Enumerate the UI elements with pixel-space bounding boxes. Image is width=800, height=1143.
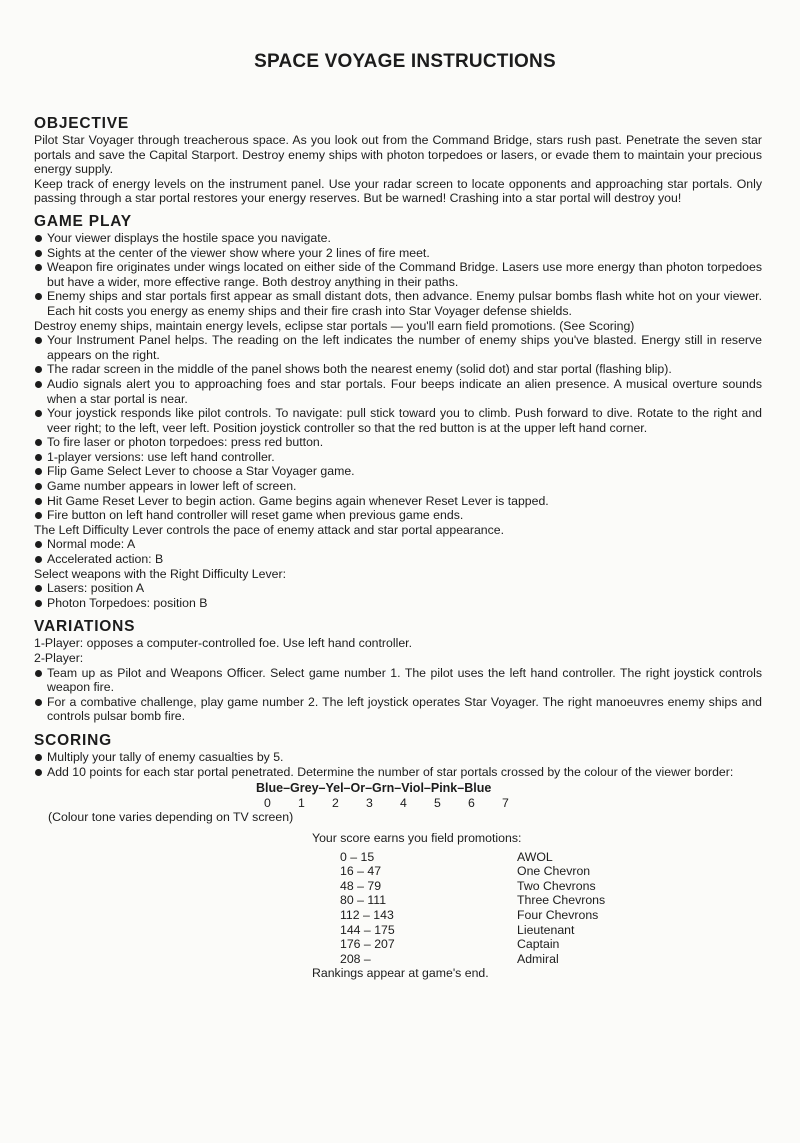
score-range: 176 – 207 (340, 937, 395, 952)
list-item: For a combative challenge, play game number 2. The left joystick operates Star Voyager. The right manoeuvres enemy ships and controls pulsar bomb fire. (34, 695, 762, 724)
rank-name: Four Chevrons (517, 907, 599, 922)
objective-paragraph: Keep track of energy levels on the instrument panel. Use your radar screen to locate opponents and approaching star portals. Only passing through a star portal restores your energy reserves. But be warned! Crashing into a star portal will destroy you! (34, 176, 762, 206)
rank-name: Two Chevrons (517, 878, 596, 893)
list-item: Your viewer displays the hostile space you navigate. (34, 231, 762, 246)
rank-name: Admiral (517, 951, 559, 966)
list-item: The radar screen in the middle of the panel shows both the nearest enemy (solid dot) and star portal (flashing blip). (34, 362, 762, 377)
table-row (312, 937, 762, 952)
list-item: 1-player versions: use left hand controller. (34, 450, 762, 465)
list-item: Weapon fire originates under wings located on either side of the Command Bridge. Lasers use more energy than photon torpedoes but have a wider, more effective range. Both destroy anything in their paths. (34, 260, 762, 289)
document-body (34, 115, 762, 989)
variations-text: 2-Player: (34, 651, 84, 665)
rank-name: Lieutenant (517, 922, 575, 937)
score-range: 208 – (340, 951, 371, 966)
objective-paragraph: Pilot Star Voyager through treacherous space. As you look out from the Command Bridge, stars rush past. Penetrate the seven star portals and save the Capital Starport. Destroy enemy ships with photon torpedoes or lasers, or evade them to maintain your precious energy supply. (34, 133, 762, 177)
rank-name: One Chevron (517, 864, 591, 879)
score-range: 0 – 15 (340, 849, 375, 864)
colour-sequence: Blue–Grey–Yel–Or–Grn–Viol–Pink–Blue (256, 781, 492, 796)
colour-key (256, 781, 762, 810)
gameplay-text: Destroy enemy ships, maintain energy levels, eclipse star portals — you'll earn field promotions. (See Scoring) (34, 318, 635, 333)
list-item: To fire laser or photon torpedoes: press red button. (34, 435, 762, 450)
colour-number: 0 (264, 795, 271, 810)
list-item: Accelerated action: B (34, 552, 762, 567)
variations-section (34, 618, 762, 724)
colour-number: 6 (468, 795, 475, 810)
scoring-heading: SCORING (34, 731, 112, 749)
colour-number: 2 (332, 795, 339, 810)
list-item: Game number appears in lower left of screen. (34, 479, 762, 494)
table-row (312, 952, 762, 967)
table-row (312, 850, 762, 865)
score-range: 112 – 143 (340, 907, 394, 922)
colour-number: 7 (502, 795, 509, 810)
gameplay-list-c (34, 333, 762, 523)
promotions-table (312, 850, 762, 967)
rank-name: AWOL (517, 849, 553, 864)
rank-name: Captain (517, 937, 560, 952)
score-range: 80 – 111 (340, 893, 387, 908)
list-item: Hit Game Reset Lever to begin action. Game begins again whenever Reset Lever is tapped. (34, 494, 762, 509)
scoring-list (34, 750, 762, 779)
colour-numbers (264, 796, 762, 811)
colour-number: 1 (298, 795, 305, 810)
list-item: Audio signals alert you to approaching foes and star portals. Four beeps indicate an alien presence. A musical overture sounds when a star portal is near. (34, 377, 762, 406)
gameplay-list-g (34, 581, 762, 610)
gameplay-text: Select weapons with the Right Difficulty Lever: (34, 566, 286, 581)
promotions-block (312, 831, 762, 981)
table-row (312, 864, 762, 879)
list-item: Sights at the center of the viewer show where your 2 lines of fire meet. (34, 246, 762, 261)
list-item: Your Instrument Panel helps. The reading on the left indicates the number of enemy ships you've blasted. Energy still in reserve appears on the right. (34, 333, 762, 362)
table-row (312, 893, 762, 908)
table-row (312, 923, 762, 938)
promotions-footer: Rankings appear at game's end. (312, 966, 489, 981)
list-item: Fire button on left hand controller will reset game when previous game ends. (34, 508, 762, 523)
score-range: 48 – 79 (340, 878, 382, 893)
colour-number: 5 (434, 795, 441, 810)
gameplay-list-e (34, 537, 762, 566)
objective-heading: OBJECTIVE (34, 115, 130, 132)
promotions-intro: Your score earns you field promotions: (312, 830, 522, 845)
gameplay-text: The Left Difficulty Lever controls the pace of enemy attack and star portal appearance. (34, 522, 505, 537)
table-row (312, 908, 762, 923)
list-item: Photon Torpedoes: position B (34, 596, 762, 611)
colour-note: (Colour tone varies depending on TV screen) (48, 810, 294, 825)
scoring-section (34, 732, 762, 981)
score-range: 144 – 175 (340, 922, 395, 937)
list-item: Your joystick responds like pilot controls. To navigate: pull stick toward you to climb. Push forward to dive. Rotate to the right and veer right; to the left, veer left. Position joystick controller so that the red button is at the upper left hand corner. (34, 406, 762, 435)
table-row (312, 879, 762, 894)
variations-text: 1-Player: opposes a computer-controlled foe. Use left hand controller. (34, 636, 412, 651)
gameplay-section (34, 213, 762, 610)
list-item: Lasers: position A (34, 581, 762, 596)
colour-number: 4 (400, 795, 407, 810)
variations-heading: VARIATIONS (34, 618, 136, 636)
list-item: Normal mode: A (34, 537, 762, 552)
rank-name: Three Chevrons (517, 893, 606, 908)
list-item: Team up as Pilot and Weapons Officer. Select game number 1. The pilot uses the left hand controller. The right joystick controls weapon fire. (34, 666, 762, 695)
list-item: Flip Game Select Lever to choose a Star Voyager game. (34, 464, 762, 479)
list-item: Enemy ships and star portals first appear as small distant dots, then advance. Enemy pulsar bombs flash white hot on your viewer. Each hit costs you energy as enemy ships and their fire crash into Star Voyager defense shields. (34, 289, 762, 318)
gameplay-heading: GAME PLAY (34, 212, 132, 230)
score-range: 16 – 47 (340, 864, 382, 879)
colour-number: 3 (366, 795, 373, 810)
list-item: Multiply your tally of enemy casualties by 5. (34, 750, 762, 765)
gameplay-list-a (34, 231, 762, 319)
page-title: SPACE VOYAGE INSTRUCTIONS (254, 51, 556, 72)
list-item: Add 10 points for each star portal penetrated. Determine the number of star portals crossed by the colour of the viewer border: (34, 765, 762, 780)
objective-section (34, 115, 762, 206)
variations-list (34, 666, 762, 724)
